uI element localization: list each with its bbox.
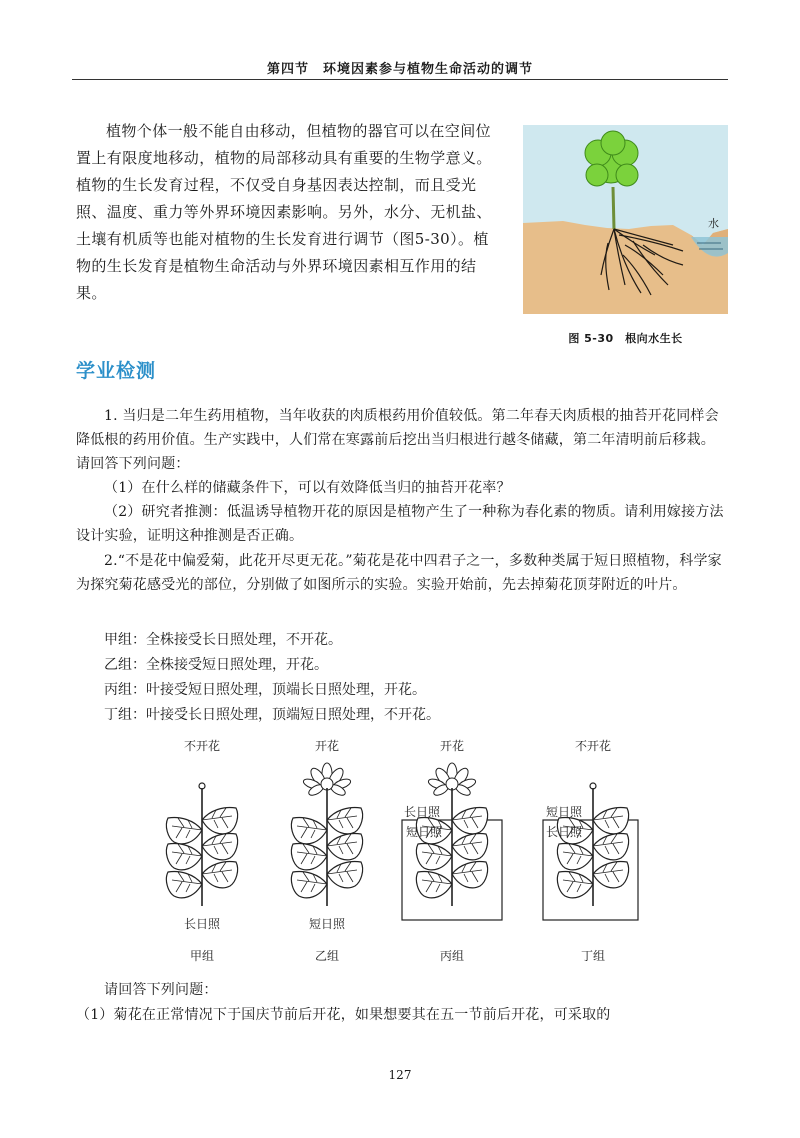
panel-yi-treatment: 短日照: [308, 917, 346, 931]
panel-ding-box-label: 长日照: [546, 825, 583, 839]
panel-yi-name: 乙组: [314, 949, 340, 963]
panel-bing: [402, 739, 502, 963]
running-header: 第四节 环境因素参与植物生命活动的调节: [266, 62, 533, 77]
panel-ding-result: 不开花: [574, 739, 612, 753]
panel-bing-result: 开花: [439, 739, 465, 753]
panel-bing-name: 丙组: [439, 949, 465, 963]
question-2-part-1: （1）菊花在正常情况下于国庆节前后开花，如果想要其在五一节前后开花，可采取的: [76, 1007, 611, 1023]
panel-yi-result: 开花: [314, 739, 340, 753]
page-number: 127: [388, 1068, 412, 1082]
question-2-stem: 2.“不是花中偏爱菊，此花开尽更无花。”菊花是花中四君子之一，多数种类属于短日照植物，科学家为探究菊花感受光的部位，分别做了如图所示的实验。实验开始前，先去掉菊花顶芽附近的叶片。: [76, 553, 722, 593]
group-ding-description: 丁组：叶接受长日照处理，顶端短日照处理，不开花。: [104, 707, 440, 723]
panel-jia-treatment: 长日照: [183, 917, 221, 931]
water-label: 水: [708, 217, 719, 230]
panel-jia-result: 不开花: [183, 739, 221, 753]
panel-jia: [166, 739, 237, 963]
group-bing-description: 丙组：叶接受短日照处理，顶端长日照处理，开花。: [104, 682, 426, 698]
panel-bing-box-label: 短日照: [406, 825, 443, 839]
panel-ding: [543, 739, 638, 963]
root-hydrotropism-figure: [523, 125, 728, 314]
figure-caption: 图 5-30 根向水生长: [568, 332, 683, 345]
panel-jia-name: 甲组: [189, 949, 215, 963]
panel-ding-name: 丁组: [580, 949, 606, 963]
question-1-part-2: （2）研究者推测：低温诱导植物开花的原因是植物产生了一种称为春化素的物质。请利用嫁接方法设计实验，证明这种推测是否正确。: [76, 504, 724, 544]
intro-paragraph: 植物个体一般不能自由移动，但植物的器官可以在空间位置上有限度地移动，植物的局部移动具有重要的生物学意义。植物的生长发育过程，不仅受自身基因表达控制，而且受光照、温度、重力等外界环境因素影响。另外，水分、无机盐、土壤有机质等也能对植物的生长发育进行调节（图5-30）。植物的生长发育是植物生命活动与外界环境因素相互作用的结果。: [76, 122, 492, 302]
question-2-prompt: 请回答下列问题：: [104, 982, 218, 998]
group-yi-description: 乙组：全株接受短日照处理，开花。: [104, 657, 328, 673]
section-heading: 学业检测: [76, 360, 157, 382]
chrysanthemum-experiment-diagram: [150, 738, 640, 970]
panel-bing-top-label: 长日照: [404, 805, 441, 819]
panel-yi: [291, 739, 362, 963]
group-jia-description: 甲组：全株接受长日照处理，不开花。: [104, 632, 342, 648]
question-1-part-1: （1）在什么样的储藏条件下，可以有效降低当归的抽苔开花率？: [104, 480, 511, 496]
panel-ding-top-label: 短日照: [546, 805, 583, 819]
header-divider: [72, 79, 728, 80]
question-1-stem: 1. 当归是二年生药用植物，当年收获的肉质根药用价值较低。第二年春天肉质根的抽苔开花同样会降低根的药用价值。生产实践中，人们常在寒露前后挖出当归根进行越冬储藏，第二年清明前后移栽。请回答下列问题：: [76, 408, 719, 472]
